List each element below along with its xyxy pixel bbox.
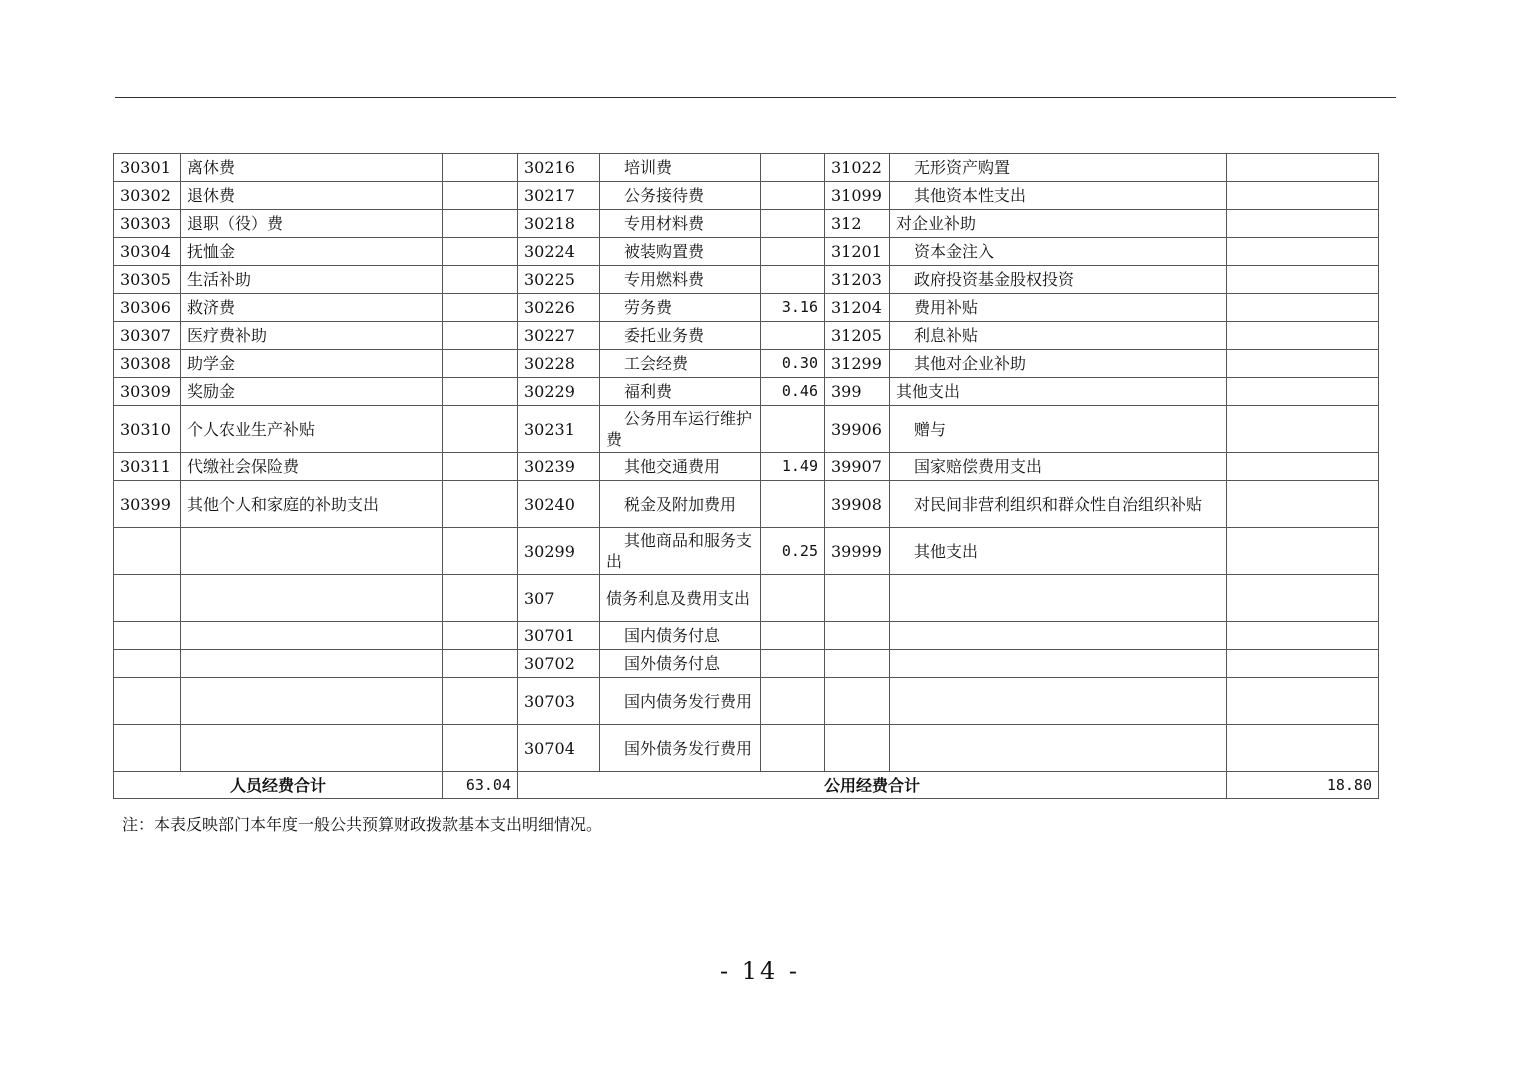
public-code: 30229 — [518, 378, 600, 406]
personnel-code: 30311 — [114, 453, 181, 481]
other-amount — [1227, 238, 1379, 266]
public-item-name: 公务用车运行维护费 — [600, 406, 761, 453]
public-item-name: 国内债务发行费用 — [600, 678, 761, 725]
public-item-name: 劳务费 — [600, 294, 761, 322]
other-amount — [1227, 406, 1379, 453]
public-code: 30218 — [518, 210, 600, 238]
table-row — [114, 725, 1379, 772]
public-total-value: 18.80 — [1227, 772, 1379, 799]
public-code: 30225 — [518, 266, 600, 294]
personnel-item-name — [181, 622, 443, 650]
table-note: 注：本表反映部门本年度一般公共预算财政拨款基本支出明细情况。 — [122, 815, 603, 834]
public-item-name: 国内债务付息 — [600, 622, 761, 650]
public-amount — [761, 575, 825, 622]
public-code: 30231 — [518, 406, 600, 453]
public-amount — [761, 650, 825, 678]
public-item-name: 专用燃料费 — [600, 266, 761, 294]
other-amount — [1227, 650, 1379, 678]
personnel-code: 30305 — [114, 266, 181, 294]
personnel-amount — [443, 154, 518, 182]
personnel-amount — [443, 406, 518, 453]
public-code: 307 — [518, 575, 600, 622]
public-amount — [761, 238, 825, 266]
personnel-code: 30301 — [114, 154, 181, 182]
public-item-name: 债务利息及费用支出 — [600, 575, 761, 622]
header-rule — [115, 97, 1396, 98]
personnel-item-name: 抚恤金 — [181, 238, 443, 266]
public-amount: 0.46 — [761, 378, 825, 406]
other-item-name — [890, 575, 1227, 622]
other-code — [825, 678, 890, 725]
other-code — [825, 622, 890, 650]
other-code: 31022 — [825, 154, 890, 182]
personnel-item-name: 救济费 — [181, 294, 443, 322]
personnel-item-name: 奖励金 — [181, 378, 443, 406]
other-code: 31299 — [825, 350, 890, 378]
personnel-item-name — [181, 528, 443, 575]
personnel-amount — [443, 378, 518, 406]
table-row — [114, 678, 1379, 725]
personnel-code: 30302 — [114, 182, 181, 210]
public-amount — [761, 481, 825, 528]
personnel-amount — [443, 575, 518, 622]
personnel-code: 30399 — [114, 481, 181, 528]
other-item-name — [890, 650, 1227, 678]
personnel-amount — [443, 678, 518, 725]
table-row — [114, 182, 1379, 210]
personnel-amount — [443, 725, 518, 772]
other-item-name: 其他资本性支出 — [890, 182, 1227, 210]
personnel-code: 30303 — [114, 210, 181, 238]
personnel-amount — [443, 481, 518, 528]
public-code: 30217 — [518, 182, 600, 210]
personnel-item-name: 个人农业生产补贴 — [181, 406, 443, 453]
public-amount: 0.25 — [761, 528, 825, 575]
table-row — [114, 294, 1379, 322]
public-code: 30299 — [518, 528, 600, 575]
public-code: 30240 — [518, 481, 600, 528]
personnel-code: 30306 — [114, 294, 181, 322]
other-item-name: 其他支出 — [890, 528, 1227, 575]
personnel-item-name — [181, 678, 443, 725]
other-amount — [1227, 725, 1379, 772]
personnel-item-name: 退职（役）费 — [181, 210, 443, 238]
other-item-name: 资本金注入 — [890, 238, 1227, 266]
public-amount: 3.16 — [761, 294, 825, 322]
public-item-name: 其他交通费用 — [600, 453, 761, 481]
personnel-amount — [443, 453, 518, 481]
personnel-amount — [443, 238, 518, 266]
public-item-name: 委托业务费 — [600, 322, 761, 350]
public-code: 30701 — [518, 622, 600, 650]
other-code: 31204 — [825, 294, 890, 322]
public-amount — [761, 622, 825, 650]
public-item-name: 国外债务付息 — [600, 650, 761, 678]
other-item-name: 费用补贴 — [890, 294, 1227, 322]
other-item-name: 无形资产购置 — [890, 154, 1227, 182]
table-row — [114, 622, 1379, 650]
personnel-code — [114, 528, 181, 575]
public-amount — [761, 406, 825, 453]
other-amount — [1227, 378, 1379, 406]
public-code: 30224 — [518, 238, 600, 266]
personnel-item-name: 离休费 — [181, 154, 443, 182]
personnel-item-name: 医疗费补助 — [181, 322, 443, 350]
table-row — [114, 406, 1379, 453]
public-amount — [761, 266, 825, 294]
personnel-amount — [443, 294, 518, 322]
public-amount: 1.49 — [761, 453, 825, 481]
public-item-name: 税金及附加费用 — [600, 481, 761, 528]
other-code: 31203 — [825, 266, 890, 294]
other-item-name: 国家赔偿费用支出 — [890, 453, 1227, 481]
other-amount — [1227, 266, 1379, 294]
public-amount — [761, 725, 825, 772]
table-row — [114, 266, 1379, 294]
public-code: 30226 — [518, 294, 600, 322]
table-row — [114, 322, 1379, 350]
other-amount — [1227, 294, 1379, 322]
other-amount — [1227, 322, 1379, 350]
public-amount — [761, 322, 825, 350]
public-code: 30704 — [518, 725, 600, 772]
personnel-amount — [443, 266, 518, 294]
totals-row — [114, 772, 1379, 799]
other-code: 39906 — [825, 406, 890, 453]
other-item-name: 其他对企业补助 — [890, 350, 1227, 378]
table-row — [114, 481, 1379, 528]
personnel-code — [114, 622, 181, 650]
public-item-name: 其他商品和服务支出 — [600, 528, 761, 575]
public-code: 30227 — [518, 322, 600, 350]
page-number: - 14 - — [719, 957, 800, 985]
other-amount — [1227, 622, 1379, 650]
public-item-name: 专用材料费 — [600, 210, 761, 238]
other-item-name — [890, 725, 1227, 772]
personnel-item-name: 助学金 — [181, 350, 443, 378]
public-amount — [761, 154, 825, 182]
table-row — [114, 238, 1379, 266]
personnel-code — [114, 725, 181, 772]
public-item-name: 福利费 — [600, 378, 761, 406]
table-row — [114, 453, 1379, 481]
other-item-name: 利息补贴 — [890, 322, 1227, 350]
public-item-name: 培训费 — [600, 154, 761, 182]
public-amount — [761, 678, 825, 725]
other-code — [825, 650, 890, 678]
table-row — [114, 350, 1379, 378]
other-amount — [1227, 453, 1379, 481]
other-item-name — [890, 622, 1227, 650]
personnel-amount — [443, 182, 518, 210]
other-amount — [1227, 528, 1379, 575]
personnel-code: 30309 — [114, 378, 181, 406]
other-amount — [1227, 350, 1379, 378]
table-row — [114, 575, 1379, 622]
other-item-name: 对民间非营利组织和群众性自治组织补贴 — [890, 481, 1227, 528]
personnel-item-name — [181, 650, 443, 678]
public-item-name: 国外债务发行费用 — [600, 725, 761, 772]
personnel-code: 30304 — [114, 238, 181, 266]
personnel-code — [114, 678, 181, 725]
public-code: 30239 — [518, 453, 600, 481]
other-amount — [1227, 182, 1379, 210]
personnel-amount — [443, 622, 518, 650]
other-code: 399 — [825, 378, 890, 406]
public-total-label: 公用经费合计 — [518, 772, 1227, 799]
table-row — [114, 528, 1379, 575]
public-code: 30703 — [518, 678, 600, 725]
other-amount — [1227, 154, 1379, 182]
personnel-code — [114, 650, 181, 678]
personnel-code — [114, 575, 181, 622]
other-item-name — [890, 678, 1227, 725]
public-code: 30216 — [518, 154, 600, 182]
public-amount — [761, 182, 825, 210]
personnel-item-name: 退休费 — [181, 182, 443, 210]
personnel-total-value: 63.04 — [443, 772, 518, 799]
personnel-item-name — [181, 575, 443, 622]
public-item-name: 被装购置费 — [600, 238, 761, 266]
table-row — [114, 378, 1379, 406]
other-item-name: 赠与 — [890, 406, 1227, 453]
expenditure-detail-table — [113, 153, 1379, 799]
public-amount — [761, 210, 825, 238]
public-amount: 0.30 — [761, 350, 825, 378]
personnel-item-name: 其他个人和家庭的补助支出 — [181, 481, 443, 528]
public-item-name: 工会经费 — [600, 350, 761, 378]
personnel-amount — [443, 350, 518, 378]
other-code — [825, 575, 890, 622]
personnel-code: 30307 — [114, 322, 181, 350]
other-code: 31205 — [825, 322, 890, 350]
other-code: 39999 — [825, 528, 890, 575]
personnel-item-name: 代缴社会保险费 — [181, 453, 443, 481]
other-amount — [1227, 210, 1379, 238]
table-row — [114, 650, 1379, 678]
other-code — [825, 725, 890, 772]
personnel-amount — [443, 210, 518, 238]
personnel-amount — [443, 650, 518, 678]
other-code: 31099 — [825, 182, 890, 210]
table-body — [114, 154, 1379, 772]
personnel-code: 30308 — [114, 350, 181, 378]
personnel-amount — [443, 322, 518, 350]
other-code: 31201 — [825, 238, 890, 266]
other-code: 39907 — [825, 453, 890, 481]
public-item-name: 公务接待费 — [600, 182, 761, 210]
table-row — [114, 210, 1379, 238]
personnel-amount — [443, 528, 518, 575]
personnel-code: 30310 — [114, 406, 181, 453]
other-amount — [1227, 678, 1379, 725]
personnel-item-name: 生活补助 — [181, 266, 443, 294]
other-code: 312 — [825, 210, 890, 238]
other-code: 39908 — [825, 481, 890, 528]
personnel-item-name — [181, 725, 443, 772]
public-code: 30228 — [518, 350, 600, 378]
other-amount — [1227, 481, 1379, 528]
personnel-total-label: 人员经费合计 — [114, 772, 443, 799]
other-item-name: 政府投资基金股权投资 — [890, 266, 1227, 294]
other-item-name: 其他支出 — [890, 378, 1227, 406]
table-row — [114, 154, 1379, 182]
other-item-name: 对企业补助 — [890, 210, 1227, 238]
public-code: 30702 — [518, 650, 600, 678]
other-amount — [1227, 575, 1379, 622]
